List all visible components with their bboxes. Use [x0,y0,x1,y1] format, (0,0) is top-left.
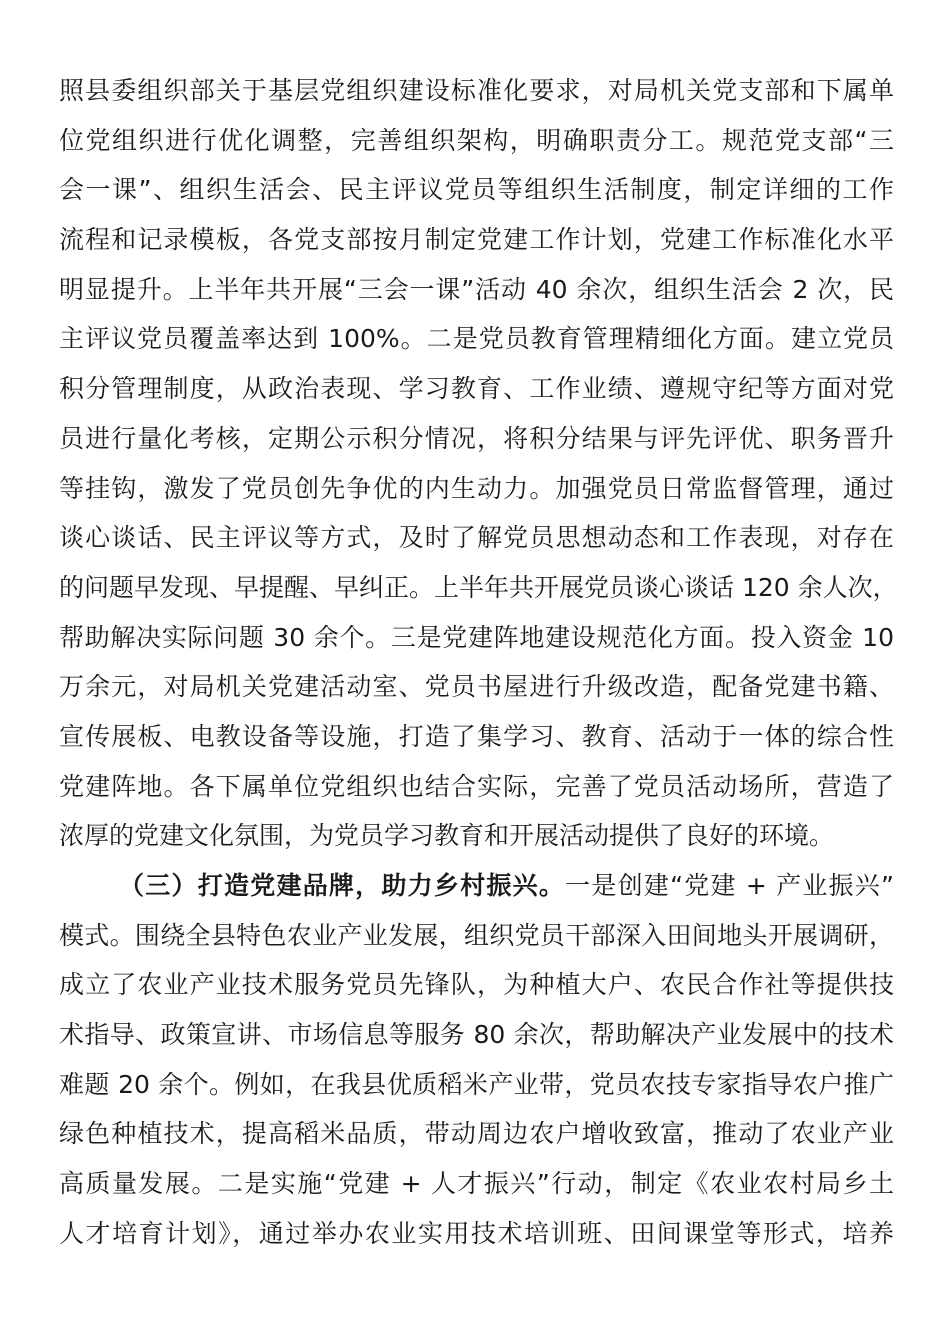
text-line: 积分管理制度，从政治表现、学习教育、工作业绩、遵规守纪等方面对党 [59,374,894,404]
text-line: 谈心谈话、民主评议等方式，及时了解党员思想动态和工作表现，对存在 [59,523,894,553]
paragraph-2 [59,861,894,1259]
text-line: 流程和记录模板，各党支部按月制定党建工作计划，党建工作标准化水平 [59,225,894,255]
section-heading: （三）打造党建品牌，助力乡村振兴。 [119,871,566,900]
text-line: 宣传展板、电教设备等设施，打造了集学习、教育、活动于一体的综合性 [59,721,894,751]
text-line: 万余元，对局机关党建活动室、党员书屋进行升级改造，配备党建书籍、 [59,672,894,702]
text-line: 位党组织进行优化调整，完善组织架构，明确职责分工。规范党支部“三 [59,125,894,155]
text-line: 难题 20 余个。例如，在我县优质稻米产业带，党员农技专家指导农户推广 [59,1069,894,1099]
section-heading-line [59,861,894,911]
text-line: 的问题早发现、早提醒、早纠正。上半年共开展党员谈心谈话 120 余人次， [59,572,898,602]
text-line: 会一课”、组织生活会、民主评议党员等组织生活制度，制定详细的工作 [59,175,894,205]
text-line: 明显提升。上半年共开展“三会一课”活动 40 余次，组织生活会 2 次，民 [59,274,894,304]
text-line: 主评议党员覆盖率达到 100%。二是党员教育管理精细化方面。建立党员 [59,324,894,354]
paragraph-1 [59,66,898,861]
text-line: 术指导、政策宣讲、市场信息等服务 80 余次，帮助解决产业发展中的技术 [59,1020,894,1050]
text-line: 高质量发展。二是实施“党建 + 人才振兴”行动，制定《农业农村局乡土 [59,1169,894,1199]
text-line: 绿色种植技术，提高稻米品质，带动周边农户增收致富，推动了农业产业 [59,1119,894,1149]
document-body [59,66,898,1259]
text-line: 员进行量化考核，定期公示积分情况，将积分结果与评先评优、职务晋升 [59,423,894,453]
text-line: 成立了农业产业技术服务党员先锋队，为种植大户、农民合作社等提供技 [59,970,894,1000]
text-line: 帮助解决实际问题 30 余个。三是党建阵地建设规范化方面。投入资金 10 [59,622,894,652]
section-heading-continuation: 一是创建“党建 + 产业振兴” [565,871,894,900]
text-line: 人才培育计划》，通过举办农业实用技术培训班、田间课堂等形式，培养 [59,1218,894,1248]
text-line: 党建阵地。各下属单位党组织也结合实际，完善了党员活动场所，营造了 [59,771,894,801]
text-line: 浓厚的党建文化氛围，为党员学习教育和开展活动提供了良好的环境。 [59,821,835,851]
text-line: 照县委组织部关于基层党组织建设标准化要求，对局机关党支部和下属单 [59,76,894,105]
text-line: 模式。围绕全县特色农业产业发展，组织党员干部深入田间地头开展调研， [59,920,894,950]
text-line: 等挂钩，激发了党员创先争优的内生动力。加强党员日常监督管理，通过 [59,473,894,503]
